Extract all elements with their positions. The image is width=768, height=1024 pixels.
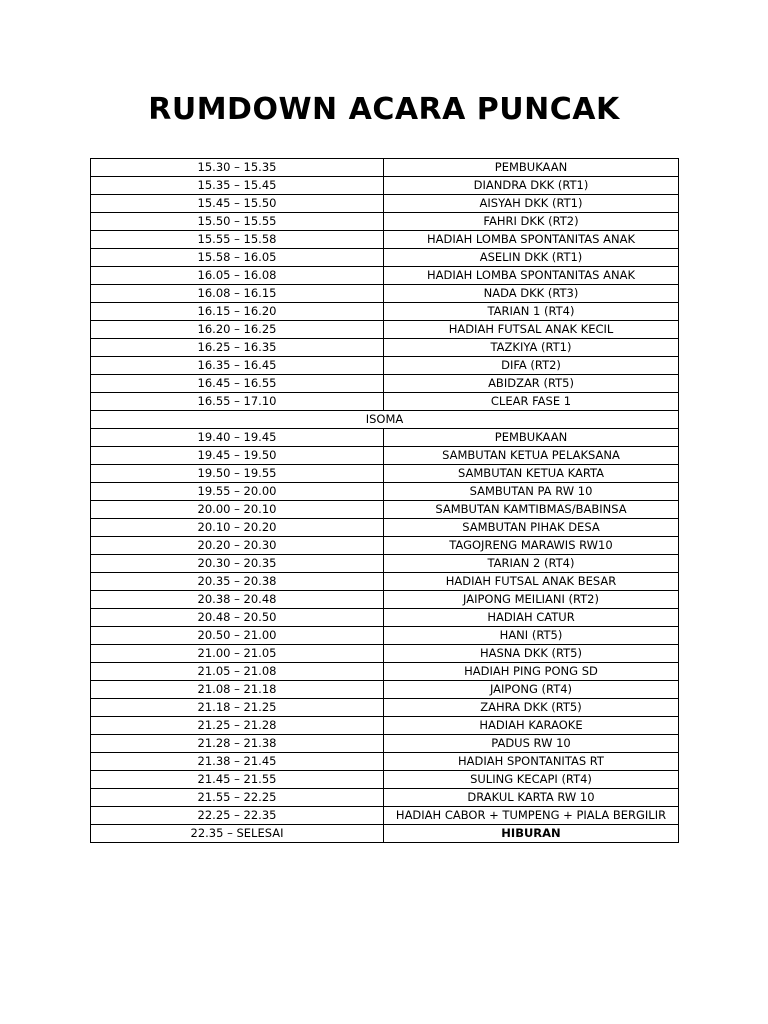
time-cell: 15.55 – 15.58 xyxy=(91,231,384,249)
table-row xyxy=(91,249,679,267)
event-cell: SAMBUTAN KETUA KARTA xyxy=(384,465,679,483)
table-row xyxy=(91,753,679,771)
table-row xyxy=(91,339,679,357)
table-row xyxy=(91,177,679,195)
table-row xyxy=(91,447,679,465)
table-row xyxy=(91,609,679,627)
time-cell: 21.18 – 21.25 xyxy=(91,699,384,717)
table-row xyxy=(91,231,679,249)
event-cell: HADIAH CATUR xyxy=(384,609,679,627)
event-cell: AISYAH DKK (RT1) xyxy=(384,195,679,213)
table-row xyxy=(91,519,679,537)
table-row xyxy=(91,681,679,699)
event-cell: HANI (RT5) xyxy=(384,627,679,645)
table-row xyxy=(91,789,679,807)
time-cell: 16.08 – 16.15 xyxy=(91,285,384,303)
time-cell: 21.45 – 21.55 xyxy=(91,771,384,789)
time-cell: 21.25 – 21.28 xyxy=(91,717,384,735)
table-row xyxy=(91,483,679,501)
event-cell: ABIDZAR (RT5) xyxy=(384,375,679,393)
time-cell: 21.55 – 22.25 xyxy=(91,789,384,807)
event-cell: PEMBUKAAN xyxy=(384,159,679,177)
event-cell: TAGOJRENG MARAWIS RW10 xyxy=(384,537,679,555)
event-cell: HADIAH FUTSAL ANAK KECIL xyxy=(384,321,679,339)
time-cell: 16.15 – 16.20 xyxy=(91,303,384,321)
event-cell: TARIAN 2 (RT4) xyxy=(384,555,679,573)
event-cell: DRAKUL KARTA RW 10 xyxy=(384,789,679,807)
table-row xyxy=(91,663,679,681)
time-cell: 22.25 – 22.35 xyxy=(91,807,384,825)
table-row xyxy=(91,825,679,843)
time-cell: 21.05 – 21.08 xyxy=(91,663,384,681)
table-row xyxy=(91,375,679,393)
event-cell: ZAHRA DKK (RT5) xyxy=(384,699,679,717)
event-cell: JAIPONG MEILIANI (RT2) xyxy=(384,591,679,609)
event-cell: DIANDRA DKK (RT1) xyxy=(384,177,679,195)
event-cell: HADIAH LOMBA SPONTANITAS ANAK xyxy=(384,231,679,249)
table-row xyxy=(91,429,679,447)
table-row xyxy=(91,591,679,609)
time-cell: 20.38 – 20.48 xyxy=(91,591,384,609)
time-cell: 15.35 – 15.45 xyxy=(91,177,384,195)
event-cell: HADIAH CABOR + TUMPENG + PIALA BERGILIR xyxy=(384,807,679,825)
table-row xyxy=(91,771,679,789)
time-cell: 21.00 – 21.05 xyxy=(91,645,384,663)
table-row xyxy=(91,555,679,573)
event-cell: PEMBUKAAN xyxy=(384,429,679,447)
time-cell: 20.48 – 20.50 xyxy=(91,609,384,627)
time-cell: 19.45 – 19.50 xyxy=(91,447,384,465)
table-row xyxy=(91,357,679,375)
time-cell: 16.55 – 17.10 xyxy=(91,393,384,411)
time-cell: 15.58 – 16.05 xyxy=(91,249,384,267)
event-cell: HIBURAN xyxy=(384,825,679,843)
time-cell: 16.45 – 16.55 xyxy=(91,375,384,393)
event-cell: TARIAN 1 (RT4) xyxy=(384,303,679,321)
event-cell: SAMBUTAN KAMTIBMAS/BABINSA xyxy=(384,501,679,519)
time-cell: 16.20 – 16.25 xyxy=(91,321,384,339)
time-cell: 21.38 – 21.45 xyxy=(91,753,384,771)
event-cell: TAZKIYA (RT1) xyxy=(384,339,679,357)
time-cell: 16.05 – 16.08 xyxy=(91,267,384,285)
time-cell: 15.30 – 15.35 xyxy=(91,159,384,177)
break-row xyxy=(91,411,679,429)
event-cell: DIFA (RT2) xyxy=(384,357,679,375)
event-cell: FAHRI DKK (RT2) xyxy=(384,213,679,231)
table-row xyxy=(91,627,679,645)
time-cell: 16.35 – 16.45 xyxy=(91,357,384,375)
table-row xyxy=(91,195,679,213)
time-cell: 19.55 – 20.00 xyxy=(91,483,384,501)
table-row xyxy=(91,159,679,177)
table-row xyxy=(91,393,679,411)
table-row xyxy=(91,465,679,483)
table-row xyxy=(91,501,679,519)
event-cell: CLEAR FASE 1 xyxy=(384,393,679,411)
event-cell: HADIAH KARAOKE xyxy=(384,717,679,735)
table-row xyxy=(91,213,679,231)
event-cell: HADIAH LOMBA SPONTANITAS ANAK xyxy=(384,267,679,285)
table-row xyxy=(91,735,679,753)
event-cell: HADIAH SPONTANITAS RT xyxy=(384,753,679,771)
event-cell: NADA DKK (RT3) xyxy=(384,285,679,303)
time-cell: 20.10 – 20.20 xyxy=(91,519,384,537)
table-row xyxy=(91,285,679,303)
event-cell: HADIAH FUTSAL ANAK BESAR xyxy=(384,573,679,591)
rundown-table xyxy=(90,158,679,843)
event-cell: SAMBUTAN PIHAK DESA xyxy=(384,519,679,537)
time-cell: 15.50 – 15.55 xyxy=(91,213,384,231)
table-row xyxy=(91,573,679,591)
time-cell: 20.30 – 20.35 xyxy=(91,555,384,573)
table-row xyxy=(91,645,679,663)
event-cell: HADIAH PING PONG SD xyxy=(384,663,679,681)
event-cell: JAIPONG (RT4) xyxy=(384,681,679,699)
event-cell: SULING KECAPI (RT4) xyxy=(384,771,679,789)
table-row xyxy=(91,303,679,321)
time-cell: 20.35 – 20.38 xyxy=(91,573,384,591)
table-row xyxy=(91,321,679,339)
time-cell: 20.00 – 20.10 xyxy=(91,501,384,519)
rundown-table-body xyxy=(91,159,679,843)
break-label: ISOMA xyxy=(91,411,679,429)
time-cell: 20.20 – 20.30 xyxy=(91,537,384,555)
time-cell: 19.40 – 19.45 xyxy=(91,429,384,447)
event-cell: ASELIN DKK (RT1) xyxy=(384,249,679,267)
table-row xyxy=(91,699,679,717)
page-title: RUMDOWN ACARA PUNCAK xyxy=(148,92,620,127)
time-cell: 20.50 – 21.00 xyxy=(91,627,384,645)
event-cell: HASNA DKK (RT5) xyxy=(384,645,679,663)
event-cell: SAMBUTAN KETUA PELAKSANA xyxy=(384,447,679,465)
time-cell: 19.50 – 19.55 xyxy=(91,465,384,483)
table-row xyxy=(91,807,679,825)
time-cell: 22.35 – SELESAI xyxy=(91,825,384,843)
time-cell: 21.28 – 21.38 xyxy=(91,735,384,753)
time-cell: 16.25 – 16.35 xyxy=(91,339,384,357)
event-cell: PADUS RW 10 xyxy=(384,735,679,753)
time-cell: 21.08 – 21.18 xyxy=(91,681,384,699)
table-row xyxy=(91,717,679,735)
table-row xyxy=(91,537,679,555)
event-cell: SAMBUTAN PA RW 10 xyxy=(384,483,679,501)
time-cell: 15.45 – 15.50 xyxy=(91,195,384,213)
table-row xyxy=(91,267,679,285)
